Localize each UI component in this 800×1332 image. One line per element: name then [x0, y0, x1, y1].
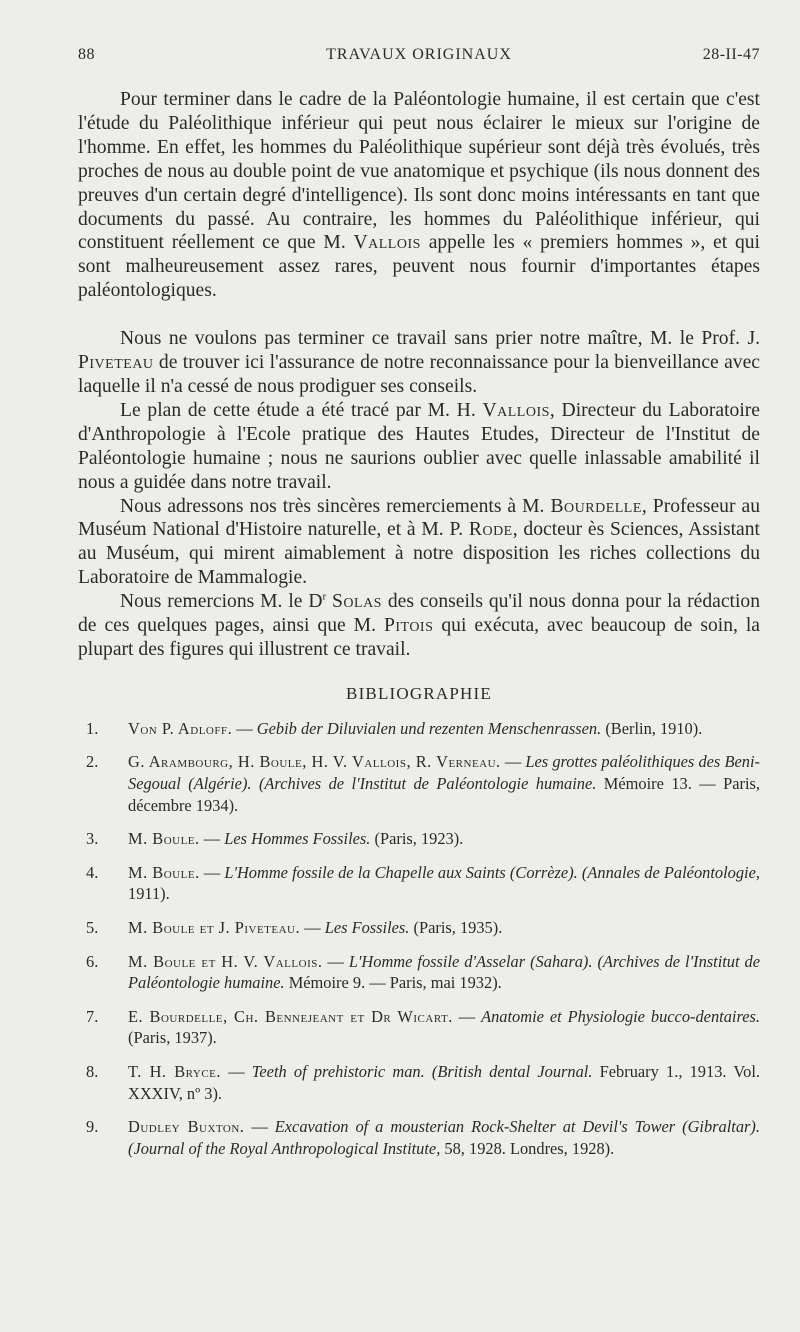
entry-number: 3.	[86, 829, 99, 849]
author-name: Solas	[332, 591, 382, 613]
paragraph-3: Le plan de cette étude a été tracé par M. H. Vallois, Directeur du Laboratoire d'Anthropologie à l'Ecole pratique des Hautes Etudes, Directeur de l'Institut de Paléontologie humaine ; nous ne saurions oublier avec quelle inlassable amabilité il nous a guidée dans notre travail.	[78, 399, 760, 493]
author-name: Pitois	[383, 615, 434, 637]
issue-date: 28-II-47	[702, 46, 760, 63]
entry-authors: T. H. Bryce.	[128, 1061, 221, 1081]
paragraph-1: Pour terminer dans le cadre de la Paléontologie humaine, il est certain que c'est l'étude du Paléolithique inférieur qui peut nous éclairer le mieux sur l'origine de l'homme. En effet, les hommes du Paléolithique supérieur sont déjà très évolués, très proches de nous au double point de vue anatomique et psychique (ils nous donnent des preuves d'un certain degré d'intelligence). Ils sont donc moins intéressants en tant que documents du passé. Au contraire, les hommes du Paléolithique inférieur, qui constituent réellement ce que M. Vallois appelle les « premiers hommes », et qui sont malheureusement assez rares, peuvent nous fournir d'importantes étapes paléontologiques.	[78, 89, 760, 302]
entry-separator: —	[203, 862, 221, 882]
author-name: Rode	[468, 519, 513, 541]
entry-separator: —	[251, 1117, 268, 1137]
entry-title: Gebib der Diluvialen und rezenten Menschenrassen.	[256, 718, 602, 738]
entry-title: L'Homme fossile d'Asselar (Sahara). (Archives de l'Institut de Paléontologie humaine.	[128, 951, 760, 993]
entry-title: Anatomie et Physiologie bucco-dentaires.	[481, 1006, 760, 1026]
paragraph-4: Nous adressons nos très sincères remerciements à M. Bourdelle, Professeur au Muséum National d'Histoire naturelle, et à M. P. Rode, docteur ès Sciences, Assistant au Muséum, qui mirent aimablement à notre disposition les riches collections du Laboratoire de Mammalogie.	[78, 495, 760, 589]
author-name: Vallois	[353, 232, 421, 254]
entry-separator: —	[458, 1006, 476, 1026]
entry-authors: E. Bourdelle, Ch. Bennejeant et Dr Wicart.	[128, 1006, 453, 1026]
entry-details: 1911).	[128, 884, 170, 904]
entry-number: 8.	[86, 1061, 99, 1081]
entry-title: Les grottes paléolithiques des Beni-Segoual (Algérie). (Archives de l'Institut de Paléontologie humaine.	[128, 752, 760, 794]
entry-details: Mémoire 13. — Paris, décembre 1934).	[128, 774, 760, 815]
running-head	[78, 38, 760, 66]
entry-title: Les Hommes Fossiles.	[224, 829, 371, 849]
entry-separator: —	[228, 1061, 245, 1081]
entry-separator: —	[327, 951, 344, 971]
entry-title: L'Homme fossile de la Chapelle aux Saints (Corrèze). (Annales de Paléontologie,	[224, 862, 760, 882]
entry-details: February 1., 1913. Vol. XXXIV, nº 3).	[128, 1061, 760, 1103]
bibliography-entry	[78, 1061, 760, 1104]
entry-separator: —	[236, 718, 253, 738]
bibliography-list	[78, 718, 760, 1160]
body-text	[78, 88, 760, 662]
entry-details: (Paris, 1923).	[374, 829, 464, 849]
bibliography-entry	[78, 828, 760, 850]
entry-number: 5.	[86, 918, 99, 937]
journal-title: TRAVAUX ORIGINAUX	[326, 46, 512, 63]
entry-number: 4.	[86, 862, 99, 882]
entry-authors: M. Boule et J. Piveteau.	[128, 918, 301, 937]
bibliography-entry	[78, 951, 760, 994]
bibliography-entry	[78, 718, 760, 740]
bibliography-heading: BIBLIOGRAPHIE	[346, 683, 492, 703]
entry-details: 58, 1928. Londres, 1928).	[444, 1138, 615, 1158]
paragraph-5: Nous remercions M. le $D^r$ Solas des conseils qu'il nous donna pour la rédaction de ces quelques pages, ainsi que M. Pitois qui exécuta, avec beaucoup de soin, la plupart des figures qui illustrent ce travail.	[78, 590, 760, 660]
author-name: Vallois	[482, 399, 550, 421]
entry-separator: —	[203, 829, 221, 849]
entry-separator: —	[304, 918, 321, 937]
bibliography-entry	[78, 1006, 760, 1049]
entry-details: (Paris, 1937).	[128, 1028, 217, 1048]
entry-authors: Von P. Adloff.	[128, 718, 233, 738]
author-name: Piveteau	[78, 352, 154, 374]
page-number: 88	[78, 46, 95, 63]
entry-authors: Dudley Buxton.	[128, 1117, 245, 1137]
entry-number: 7.	[86, 1006, 99, 1026]
entry-details: Mémoire 9. — Paris, mai 1932).	[288, 973, 502, 993]
entry-number: 1.	[86, 718, 99, 738]
entry-title: Excavation of a mousterian Rock-Shelter at Devil's Tower (Gibraltar). (Journal of the Royal Anthropological Institute,	[128, 1117, 760, 1158]
entry-title: Les Fossiles.	[324, 918, 410, 937]
entry-details: (Paris, 1935).	[413, 918, 503, 937]
entry-number: 9.	[86, 1117, 99, 1137]
author-name: Bourdelle	[550, 495, 642, 517]
entry-details: (Berlin, 1910).	[605, 718, 703, 738]
entry-separator: —	[504, 752, 522, 772]
entry-authors: M. Boule.	[128, 829, 200, 849]
bibliography-entry	[78, 917, 760, 939]
bibliography-entry	[78, 862, 760, 905]
entry-number: 2.	[86, 752, 99, 772]
entry-title: Teeth of prehistoric man. (British dental Journal.	[251, 1061, 593, 1081]
paragraph-2: Nous ne voulons pas terminer ce travail sans prier notre maître, M. le Prof. J. Piveteau de trouver ici l'assurance de notre reconnaissance pour la bienveillance avec laquelle il n'a cessé de nous prodiguer ses conseils.	[78, 328, 760, 397]
bibliography-entry	[78, 751, 760, 816]
bibliography-entry	[78, 1116, 760, 1159]
entry-number: 6.	[86, 951, 99, 971]
entry-authors: M. Boule.	[128, 862, 200, 882]
entry-authors: M. Boule et H. V. Vallois.	[128, 951, 323, 971]
entry-authors: G. Arambourg, H. Boule, H. V. Vallois, R. Verneau.	[128, 752, 501, 772]
